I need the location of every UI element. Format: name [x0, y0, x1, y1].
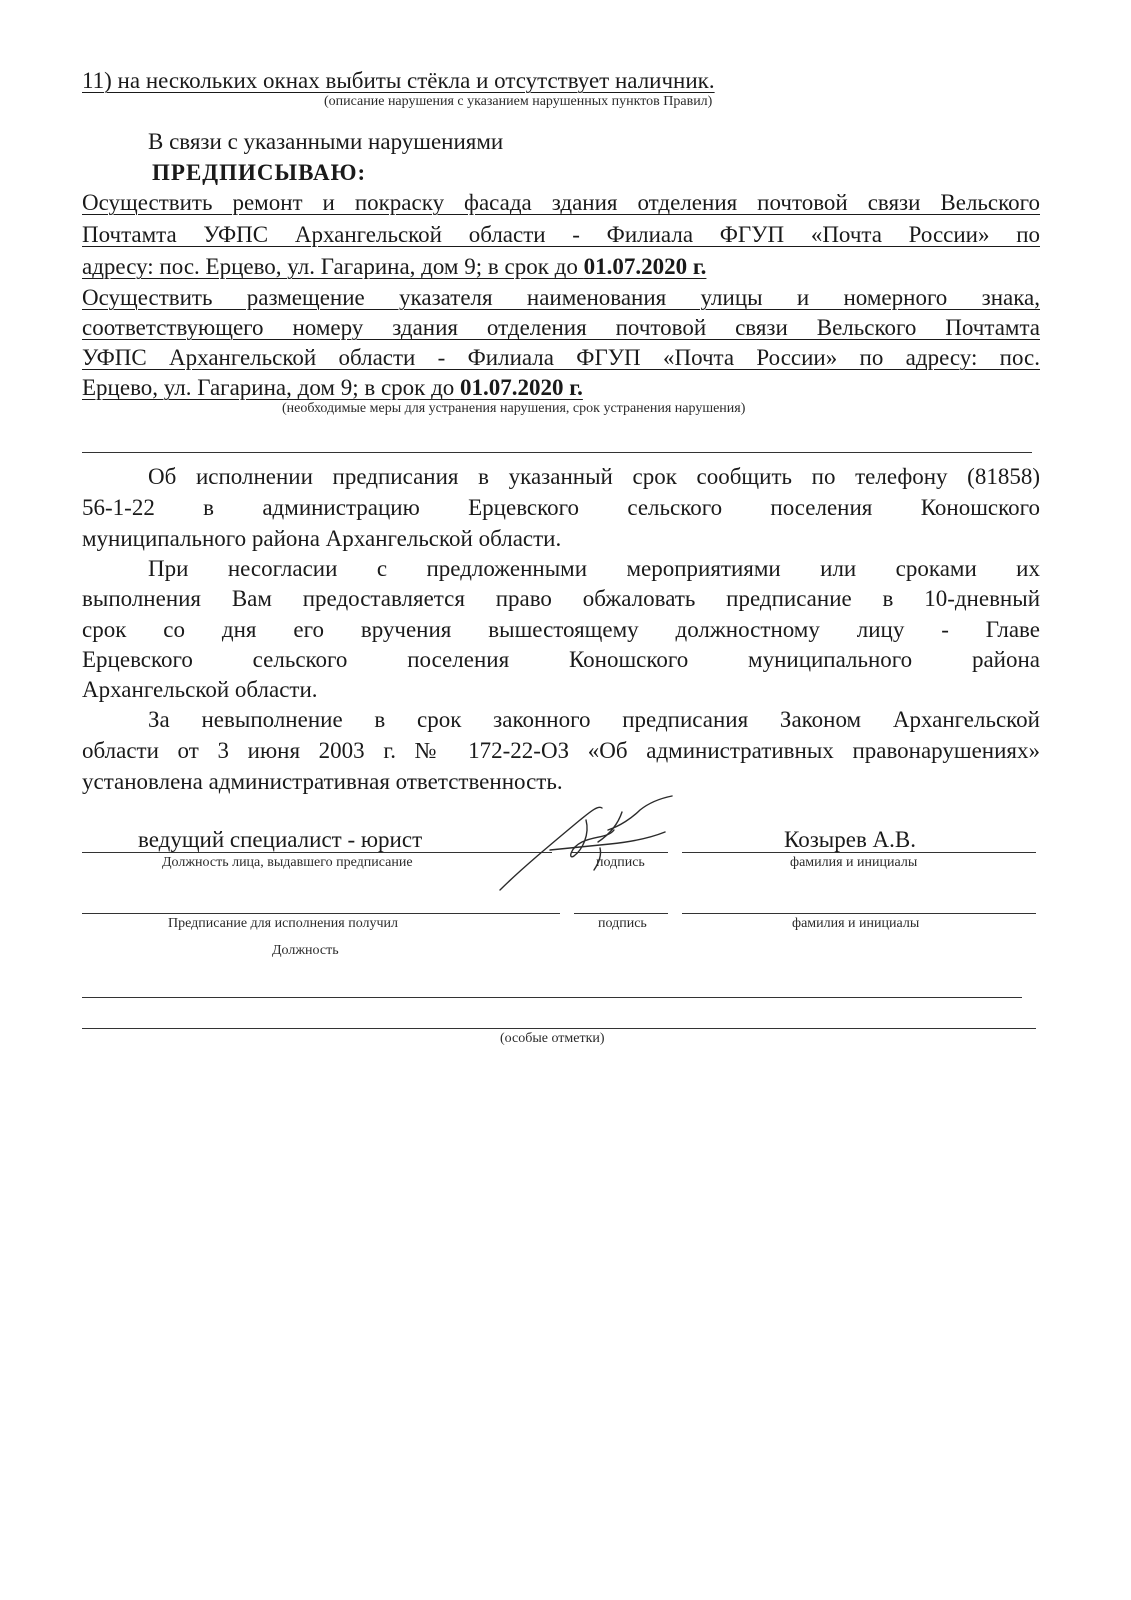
special-marks-line-1: [82, 997, 1022, 998]
notice-p2-line1: При несогласии с предложенными мероприятиями или сроками их: [148, 556, 1040, 581]
separator-line: [82, 452, 1032, 453]
measure2-line2: соответствующего номеру здания отделения почтовой связи Вельского Почтамта: [82, 315, 1040, 340]
issuer-name-caption: фамилия и инициалы: [790, 855, 918, 870]
receiver-name-caption: фамилия и инициалы: [792, 916, 920, 931]
issuer-name: Козырев А.В.: [784, 827, 917, 852]
handwritten-signature: [490, 790, 680, 895]
order-intro: В связи с указанными нарушениями: [148, 129, 504, 154]
receiver-signature-line: [574, 913, 668, 914]
issuer-position: ведущий специалист - юрист: [138, 827, 423, 852]
measures-caption: (необходимые меры для устранения нарушения, срок устранения нарушения): [282, 401, 746, 416]
measure1-line2: Почтамта УФПС Архангельской области - Филиала ФГУП «Почта России» по: [82, 222, 1040, 247]
measure1-line1: Осуществить ремонт и покраску фасада здания отделения почтовой связи Вельского: [82, 190, 1040, 215]
receiver-position-caption-2: Должность: [272, 943, 339, 958]
receiver-signature-caption: подпись: [598, 916, 647, 931]
special-marks-caption: (особые отметки): [500, 1031, 605, 1046]
violation-line: 11) на нескольких окнах выбиты стёкла и отсутствует наличник.: [82, 68, 715, 93]
special-marks-line-2: [82, 1028, 1036, 1029]
measure2-line1: Осуществить размещение указателя наименования улицы и номерного знака,: [82, 285, 1040, 310]
notice-p2-line5: Архангельской области.: [82, 677, 318, 702]
issuer-position-caption: Должность лица, выдавшего предписание: [162, 855, 413, 870]
issuer-signature-caption: подпись: [596, 855, 645, 870]
measure2-line3: УФПС Архангельской области - Филиала ФГУП «Почта России» по адресу: пос.: [82, 345, 1040, 370]
notice-p3-line3: установлена административная ответственность.: [82, 769, 563, 794]
notice-p1-line3: муниципального района Архангельской области.: [82, 526, 562, 551]
measure2-line4: Ерцево, ул. Гагарина, дом 9; в срок до 01.07.2020 г.: [82, 375, 583, 400]
measure2-deadline: 01.07.2020 г.: [460, 375, 583, 400]
violation-caption: (описание нарушения с указанием нарушенных пунктов Правил): [324, 94, 713, 109]
notice-p2-line3: срок со дня его вручения вышестоящему должностному лицу - Главе: [82, 617, 1040, 642]
issuer-name-line: [682, 852, 1036, 853]
receiver-position-line: [82, 913, 560, 914]
order-heading: ПРЕДПИСЫВАЮ:: [152, 160, 367, 185]
receiver-position-caption: Предписание для исполнения получил: [168, 916, 399, 931]
notice-p3-line1: За невыполнение в срок законного предписания Законом Архангельской: [148, 707, 1040, 732]
notice-p2-line4: Ерцевского сельского поселения Коношского муниципального района: [82, 647, 1040, 672]
measure1-line3: адресу: пос. Ерцево, ул. Гагарина, дом 9; в срок до 01.07.2020 г.: [82, 254, 707, 279]
notice-p1-line2: 56-1-22 в администрацию Ерцевского сельского поселения Коношского: [82, 495, 1040, 520]
issuer-position-line: [82, 852, 552, 853]
notice-p1-line1: Об исполнении предписания в указанный срок сообщить по телефону (81858): [148, 464, 1040, 489]
notice-p3-line2: области от 3 июня 2003 г. № 172-22-ОЗ «Об административных правонарушениях»: [82, 738, 1040, 763]
receiver-name-line: [682, 913, 1036, 914]
notice-p2-line2: выполнения Вам предоставляется право обжаловать предписание в 10-дневный: [82, 586, 1040, 611]
measure1-deadline: 01.07.2020 г.: [583, 254, 707, 279]
